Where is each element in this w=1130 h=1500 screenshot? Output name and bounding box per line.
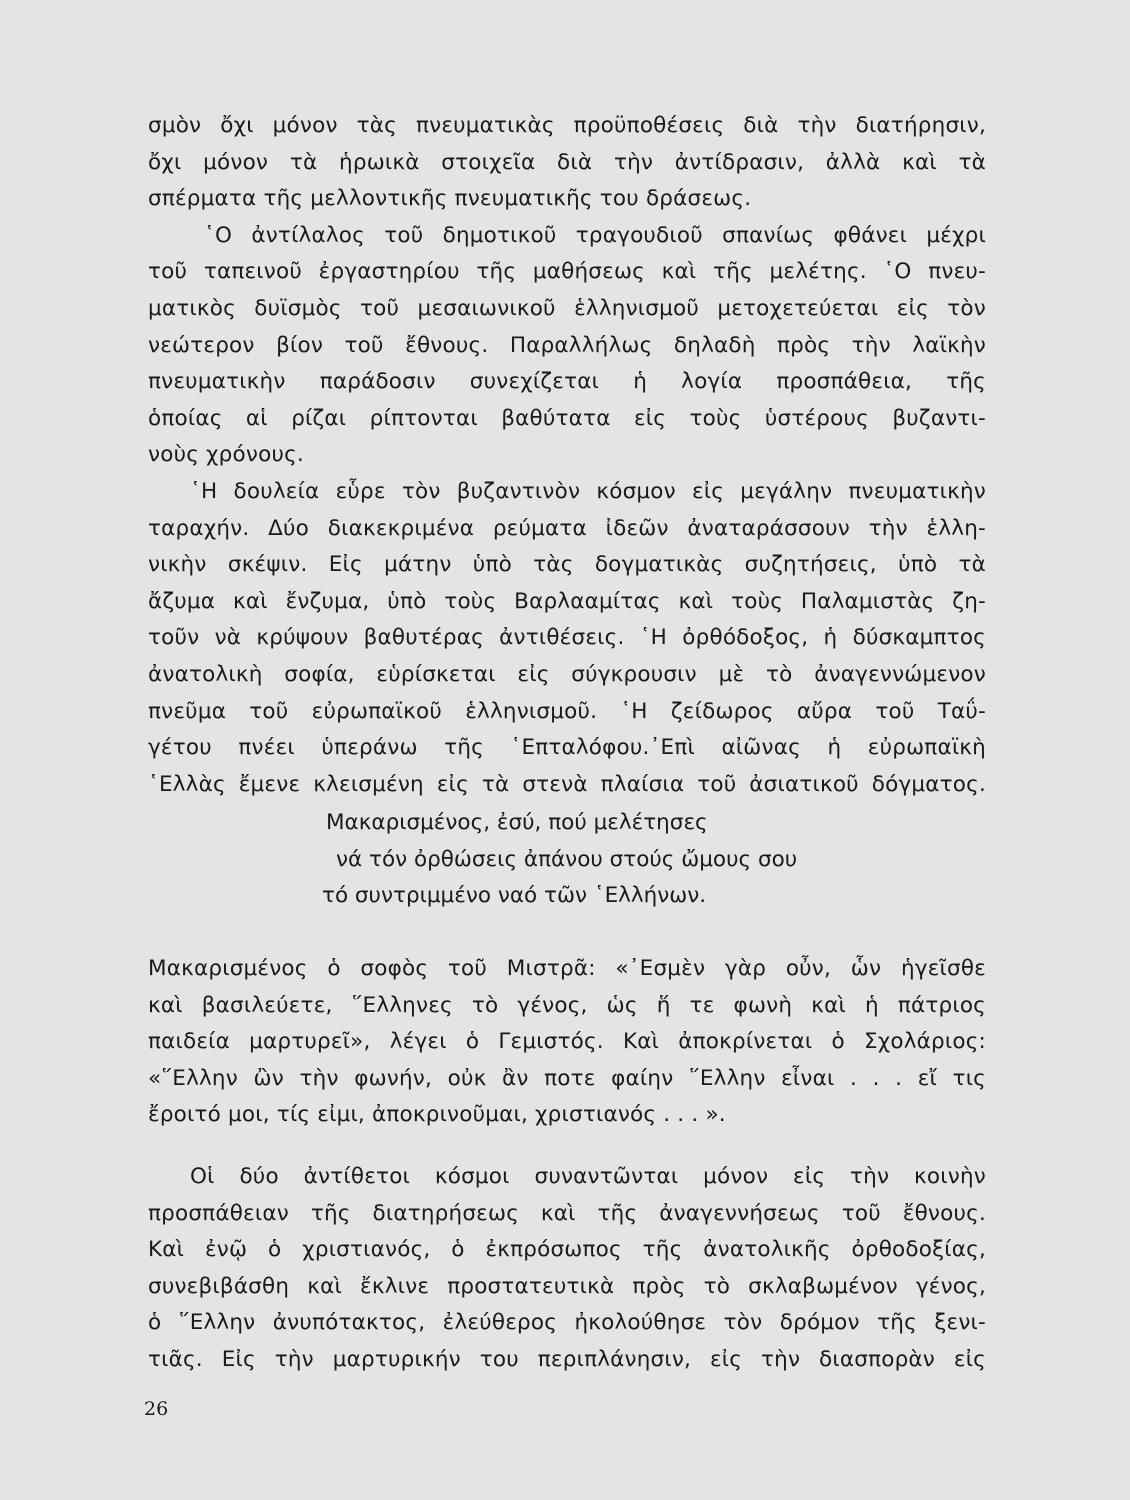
text-line: πνευματικὴν παράδοσιν συνεχίζεται ἡ λογία προσπάθεια, τῆς	[148, 369, 986, 395]
text-line: συνεβιβάσθη καὶ ἔκλινε προστατευτικὰ πρὸς τὸ σκλαβωμένον γένος,	[148, 1273, 986, 1299]
text-line: προσπάθειαν τῆς διατηρήσεως καὶ τῆς ἀναγεννήσεως τοῦ ἔθνους.	[148, 1200, 986, 1226]
text-block-quote-paragraph	[148, 951, 986, 1134]
text-line: ἄζυμα καὶ ἔνζυμα, ὑπὸ τοὺς Βαρλααμίτας καὶ τοὺς Παλαμιστὰς ζη-	[148, 588, 986, 614]
text-line: ῾Ο ἀντίλαλος τοῦ δημοτικοῦ τραγουδιοῦ σπανίως φθάνει μέχρι	[204, 222, 986, 248]
verse-line: Μακαρισμένος, ἐσύ, πού μελέτησες	[326, 810, 708, 835]
verse-line: νά τόν ὀρθώσεις ἀπάνου στούς ὤμους σου	[336, 846, 798, 872]
text-line: γέτου πνέει ὑπεράνω τῆς ῾Επταλόφου.᾿Επὶ αἰῶνας ἡ εὐρωπαϊκὴ	[148, 735, 986, 761]
text-line: παιδεία μαρτυρεῖ», λέγει ὁ Γεμιστός. Καὶ ἀποκρίνεται ὁ Σχολάριος:	[148, 1029, 986, 1055]
text-block-lower	[148, 1159, 986, 1379]
text-line: τοῦ ταπεινοῦ ἐργαστηρίου τῆς μαθήσεως καὶ τῆς μελέτης. ῾Ο πνευ-	[148, 259, 986, 285]
text-line: σπέρματα τῆς μελλοντικῆς πνευματικῆς του δράσεως.	[148, 186, 752, 212]
text-line: ῾Ελλὰς ἔμενε κλεισμένη εἰς τὰ στενὰ πλαίσια τοῦ ἀσιατικοῦ δόγματος.	[148, 771, 986, 797]
text-line: ὄχι μόνον τὰ ἡρωικὰ στοιχεῖα διὰ τὴν ἀντίδρασιν, ἀλλὰ καὶ τὰ	[148, 149, 986, 175]
text-line: νοὺς χρόνους.	[148, 442, 304, 468]
text-line: ὁ ῞Ελλην ἀνυπότακτος, ἐλεύθερος ἠκολούθησε τὸν δρόμον τῆς ξενι-	[148, 1310, 986, 1336]
verse-quotation	[200, 805, 920, 915]
text-line: τιᾶς. Εἰς τὴν μαρτυρικήν του περιπλάνησιν, εἰς τὴν διασπορὰν εἰς	[148, 1346, 986, 1372]
text-line: «῞Ελλην ὢν τὴν φωνήν, οὐκ ἂν ποτε φαίην ῞Ελλην εἶναι . . . εἴ τις	[148, 1065, 986, 1091]
text-line: Καὶ ἐνῷ ὁ χριστιανός, ὁ ἐκπρόσωπος τῆς ἀνατολικῆς ὀρθοδοξίας,	[148, 1237, 986, 1263]
text-line: ἔροιτό μοι, τίς εἰμι, ἀποκρινοῦμαι, χριστιανός . . . ».	[148, 1102, 726, 1128]
text-line: ῾Η δουλεία εὗρε τὸν βυζαντινὸν κόσμον εἰς μεγάλην πνευματικὴν	[190, 478, 986, 504]
text-line: καὶ βασιλεύετε, ῞Ελληνες τὸ γένος, ὡς ἥ τε φωνὴ καὶ ἡ πάτριος	[148, 992, 986, 1018]
text-line: σμὸν ὄχι μόνον τὰς πνευματικὰς προϋποθέσεις διὰ τὴν διατήρησιν,	[148, 113, 986, 138]
page-number: 26	[144, 1398, 169, 1420]
text-block-upper	[148, 108, 986, 803]
verse-line: τό συντριμμένο ναό τῶν ῾Ελλήνων.	[322, 883, 707, 909]
text-line: πνεῦμα τοῦ εὐρωπαϊκοῦ ἑλληνισμοῦ. ῾Η ζείδωρος αὔρα τοῦ Ταΰ-	[148, 698, 986, 724]
text-line: ὁποίας αἱ ρίζαι ρίπτονται βαθύτατα εἰς τοὺς ὑστέρους βυζαντι-	[148, 405, 986, 431]
text-line: ἀνατολικὴ σοφία, εὑρίσκεται εἰς σύγκρουσιν μὲ τὸ ἀναγεννώμενον	[148, 661, 986, 687]
text-line: ματικὸς δυϊσμὸς τοῦ μεσαιωνικοῦ ἑλληνισμοῦ μετοχετεύεται εἰς τὸν	[148, 295, 986, 321]
text-line: Οἱ δύο ἀντίθετοι κόσμοι συναντῶνται μόνον εἰς τὴν κοινὴν	[190, 1164, 986, 1189]
text-line: νικὴν σκέψιν. Εἰς μάτην ὑπὸ τὰς δογματικὰς συζητήσεις, ὑπὸ τὰ	[148, 552, 986, 578]
text-line: Μακαρισμένος ὁ σοφὸς τοῦ Μιστρᾶ: «᾿Εσμὲν γὰρ οὖν, ὧν ἡγεῖσθε	[148, 956, 986, 981]
text-line: τοῦν νὰ κρύψουν βαθυτέρας ἀντιθέσεις. ῾Η ὀρθόδοξος, ἡ δύσκαμπτος	[148, 625, 986, 651]
text-line: νεώτερον βίον τοῦ ἔθνους. Παραλλήλως δηλαδὴ πρὸς τὴν λαϊκὴν	[148, 332, 986, 358]
text-line: ταραχήν. Δύο διακεκριμένα ρεύματα ἰδεῶν ἀναταράσσουν τὴν ἑλλη-	[148, 515, 986, 541]
